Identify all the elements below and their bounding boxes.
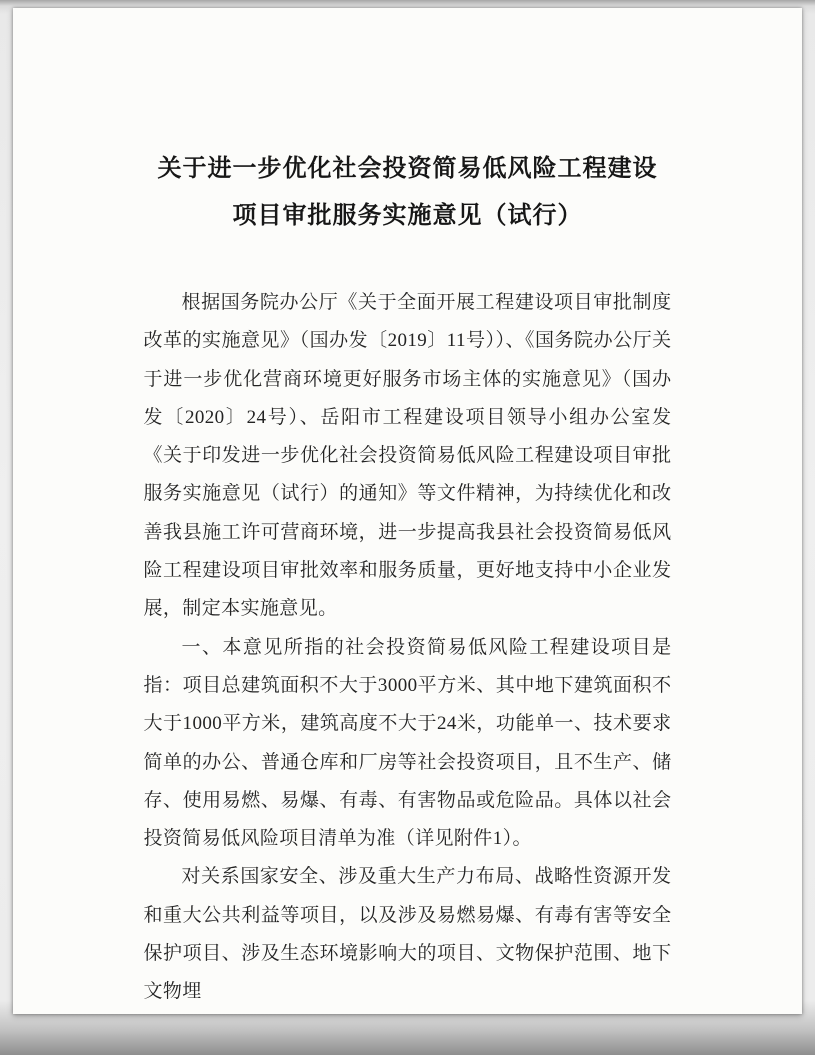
document-title: [73, 146, 742, 240]
document-body: [144, 284, 672, 1012]
paragraph-2: 一、本意见所指的社会投资简易低风险工程建设项目是指：项目总建筑面积不大于3000平方米、其中地下建筑面积不大于1000平方米，建筑高度不大于24米，功能单一、技术要求简单的办公、普通仓库和厂房等社会投资项目，且不生产、储存、使用易燃、易爆、有毒、有害物品或危险品。具体以社会投资简易低风险项目清单为准（详见附件1）。: [143, 636, 672, 850]
paragraph-3: 对关系国家安全、涉及重大生产力布局、战略性资源开发和重大公共利益等项目，以及涉及易燃易爆、有毒有害等安全保护项目、涉及生态环境影响大的项目、文物保护范围、地下文物埋: [143, 866, 672, 1003]
paragraph-1: 根据国务院办公厅《关于全面开展工程建设项目审批制度改革的实施意见》（国办发〔2019〕11号））、《国务院办公厅关于进一步优化营商环境更好服务市场主体的实施意见》（国办发〔2020〕24号）、岳阳市工程建设项目领导小组办公室发《关于印发进一步优化社会投资简易低风险工程建设项目审批服务实施意见（试行）的通知》等文件精神，为持续优化和改善我县施工许可营商环境，进一步提高我县社会投资简易低风险工程建设项目审批效率和服务质量，更好地支持中小企业发展，制定本实施意见。: [143, 292, 672, 620]
document-page: [13, 8, 802, 1014]
document-title-line-2: 项目审批服务实施意见（试行）: [232, 203, 583, 229]
document-title-line-1: 关于进一步优化社会投资简易低风险工程建设: [157, 156, 658, 182]
